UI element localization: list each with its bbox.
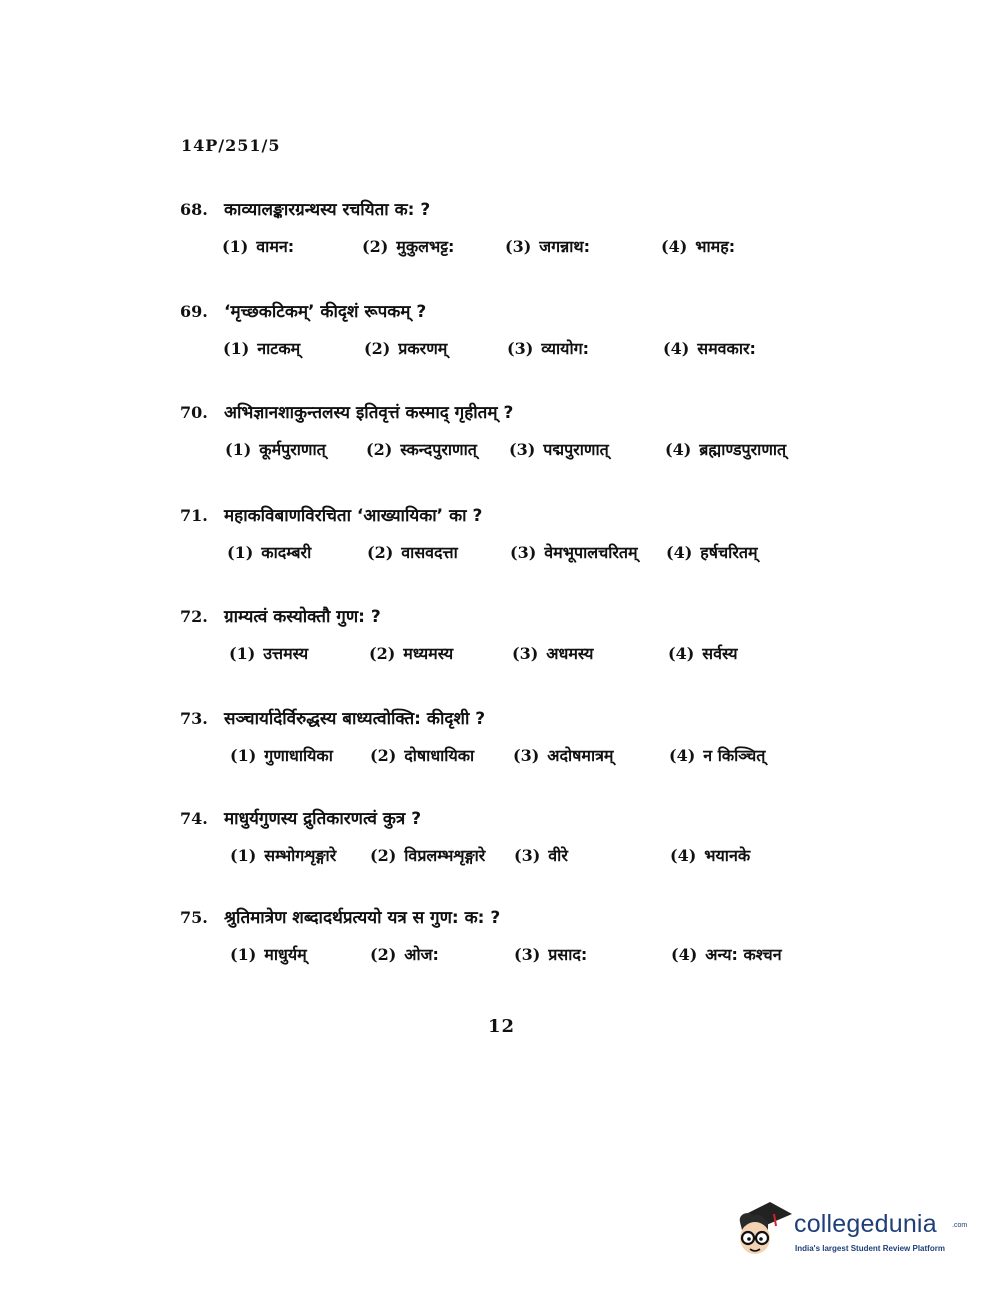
- option-text: गुणाधायिका: [264, 746, 333, 765]
- question-number: 73.: [180, 709, 208, 728]
- question-number: 75.: [180, 908, 208, 927]
- option-number: (1): [230, 945, 257, 964]
- question-number: 71.: [180, 506, 208, 525]
- option-number: (4): [661, 237, 688, 256]
- option-4: [661, 235, 735, 257]
- options: [180, 744, 880, 774]
- option-number: (4): [669, 746, 696, 765]
- option-number: (2): [362, 237, 389, 256]
- option-2: [370, 744, 474, 766]
- options: [180, 642, 880, 672]
- option-1: [229, 642, 308, 664]
- option-3: [507, 337, 589, 359]
- options: [180, 943, 880, 973]
- option-number: (1): [222, 237, 249, 256]
- question-text: सञ्चार्यादेर्विरुद्धस्य बाध्यत्वोक्ति: कीदृशी ?: [224, 709, 486, 729]
- question-text: काव्यालङ्कारग्रन्थस्य रचयिता क: ?: [224, 200, 431, 220]
- option-number: (3): [505, 237, 532, 256]
- option-3: [505, 235, 590, 257]
- option-number: (4): [663, 339, 690, 358]
- question-73: [180, 706, 880, 774]
- option-number: (3): [513, 746, 540, 765]
- option-number: (3): [509, 440, 536, 459]
- student-mascot-icon: [734, 1196, 792, 1260]
- option-number: (2): [364, 339, 391, 358]
- question-number: 69.: [180, 302, 208, 321]
- logo-tagline: India's largest Student Review Platform: [795, 1244, 945, 1253]
- option-text: वामन:: [256, 237, 295, 256]
- option-text: सम्भोगशृङ्गारे: [264, 846, 337, 865]
- option-text: वेमभूपालचरितम्: [544, 543, 638, 562]
- option-number: (4): [671, 945, 698, 964]
- option-number: (3): [514, 846, 541, 865]
- option-text: पद्मपुराणात्: [543, 440, 609, 459]
- option-text: समवकार:: [697, 339, 756, 358]
- option-1: [230, 744, 333, 766]
- option-number: (1): [229, 644, 256, 663]
- options: [180, 235, 880, 265]
- option-text: अन्य: कश्चन: [705, 945, 782, 964]
- logo-wordmark: collegedunia: [794, 1210, 937, 1238]
- option-text: नाटकम्: [257, 339, 301, 358]
- option-text: माधुर्यम्: [264, 945, 307, 964]
- option-4: [663, 337, 756, 359]
- option-number: (2): [370, 945, 397, 964]
- option-number: (3): [514, 945, 541, 964]
- option-number: (3): [512, 644, 539, 663]
- option-text: अदोषमात्रम्: [547, 746, 614, 765]
- options: [180, 541, 880, 571]
- option-text: भयानके: [704, 846, 751, 865]
- option-text: विप्रलम्भशृङ्गारे: [404, 846, 486, 865]
- question-number: 70.: [180, 403, 208, 422]
- option-1: [230, 844, 336, 866]
- option-1: [227, 541, 311, 563]
- option-number: (1): [230, 846, 257, 865]
- option-number: (4): [665, 440, 692, 459]
- question-text: अभिज्ञानशाकुन्तलस्य इतिवृत्तं कस्माद् गृहीतम् ?: [224, 403, 514, 423]
- page-code: 14P/251/5: [181, 136, 281, 155]
- option-number: (3): [507, 339, 534, 358]
- option-text: ओज:: [404, 945, 439, 964]
- option-text: मध्यमस्य: [403, 644, 454, 663]
- question-70: [180, 400, 880, 468]
- option-4: [666, 541, 758, 563]
- option-number: (3): [510, 543, 537, 562]
- question-text: ग्राम्यत्वं कस्योक्तौ गुण: ?: [224, 607, 381, 627]
- option-2: [370, 844, 485, 866]
- page-number: 12: [488, 1016, 516, 1037]
- option-number: (4): [666, 543, 693, 562]
- option-text: अधमस्य: [546, 644, 594, 663]
- option-text: दोषाधायिका: [404, 746, 475, 765]
- option-text: न किञ्चित्: [703, 746, 766, 765]
- option-text: स्कन्दपुराणात्: [400, 440, 477, 459]
- option-text: ब्रह्माण्डपुराणात्: [699, 440, 787, 459]
- option-text: वासवदत्ता: [401, 543, 458, 562]
- question-text: ‘मृच्छकटिकम्’ कीदृशं रूपकम् ?: [224, 302, 427, 322]
- option-2: [362, 235, 454, 257]
- option-3: [514, 943, 587, 965]
- question-72: [180, 604, 880, 672]
- option-4: [671, 943, 782, 965]
- question-text: श्रुतिमात्रेण शब्दादर्थप्रत्ययो यत्र स गुण: क: ?: [224, 908, 501, 928]
- question-74: [180, 806, 880, 874]
- option-2: [370, 943, 439, 965]
- option-number: (4): [670, 846, 697, 865]
- option-number: (1): [223, 339, 250, 358]
- option-number: (4): [668, 644, 695, 663]
- option-3: [513, 744, 614, 766]
- question-69: [180, 299, 880, 367]
- option-text: प्रकरणम्: [398, 339, 448, 358]
- options: [180, 844, 880, 874]
- logo-suffix: .com: [952, 1222, 968, 1229]
- option-text: व्यायोग:: [541, 339, 590, 358]
- question-71: [180, 503, 880, 571]
- options: [180, 337, 880, 367]
- option-2: [369, 642, 453, 664]
- option-3: [509, 438, 609, 460]
- option-4: [670, 844, 750, 866]
- option-1: [222, 235, 294, 257]
- option-3: [512, 642, 593, 664]
- option-text: कादम्बरी: [261, 543, 312, 562]
- option-text: भामह:: [695, 237, 736, 256]
- option-number: (2): [369, 644, 396, 663]
- option-number: (2): [366, 440, 393, 459]
- option-4: [665, 438, 786, 460]
- option-text: सर्वस्य: [702, 644, 738, 663]
- option-3: [510, 541, 638, 563]
- option-text: वीरे: [548, 846, 568, 865]
- options: [180, 438, 880, 468]
- option-1: [223, 337, 300, 359]
- option-text: प्रसाद:: [548, 945, 588, 964]
- option-1: [230, 943, 307, 965]
- option-2: [367, 541, 458, 563]
- option-text: कूर्मपुराणात्: [259, 440, 326, 459]
- option-4: [669, 744, 765, 766]
- option-number: (2): [370, 746, 397, 765]
- question-number: 72.: [180, 607, 208, 626]
- option-number: (1): [227, 543, 254, 562]
- question-text: महाकविबाणविरचिता ‘आख्यायिका’ का ?: [224, 506, 483, 526]
- question-number: 74.: [180, 809, 208, 828]
- option-4: [668, 642, 738, 664]
- option-number: (2): [370, 846, 397, 865]
- question-text: माधुर्यगुणस्य द्रुतिकारणत्वं कुत्र ?: [224, 809, 422, 829]
- option-text: उत्तमस्य: [263, 644, 309, 663]
- option-text: हर्षचरितम्: [700, 543, 758, 562]
- question-68: [180, 197, 880, 265]
- option-1: [225, 438, 326, 460]
- question-75: [180, 905, 880, 973]
- question-number: 68.: [180, 200, 208, 219]
- collegedunia-logo: [734, 1196, 968, 1268]
- option-number: (2): [367, 543, 394, 562]
- option-number: (1): [225, 440, 252, 459]
- option-text: मुकुलभट्ट:: [396, 237, 455, 256]
- option-2: [366, 438, 477, 460]
- option-number: (1): [230, 746, 257, 765]
- option-3: [514, 844, 568, 866]
- option-2: [364, 337, 447, 359]
- option-text: जगन्नाथ:: [539, 237, 591, 256]
